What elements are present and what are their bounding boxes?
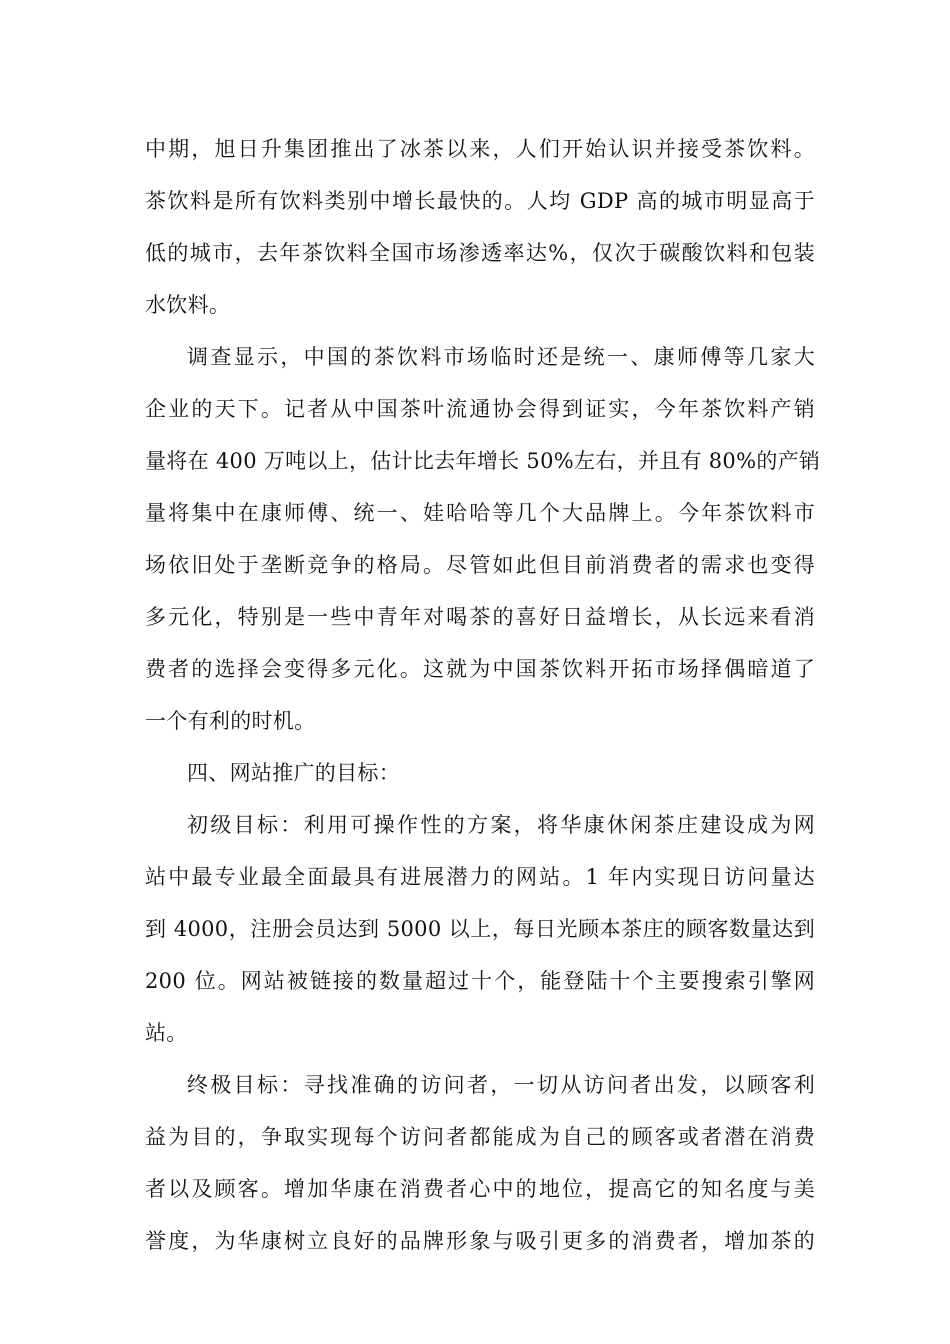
text-line-20: 益为目的，争取实现每个访问者都能成为自己的顾客或者潜在消费: [145, 1125, 815, 1149]
text-line-19: 终极目标：寻找准确的访问者，一切从访问者出发，以顾客利: [187, 1073, 815, 1097]
text-line-5: 调查显示，中国的茶饮料市场临时还是统一、康师傅等几家大: [187, 345, 815, 369]
text-line-15: 站中最专业最全面最具有进展潜力的网站。1 年内实现日访问量达: [145, 865, 815, 889]
text-line-1: 中期，旭日升集团推出了冰茶以来，人们开始认识并接受茶饮料。: [145, 137, 815, 161]
text-line-16: 到 4000，注册会员达到 5000 以上，每日光顾本茶庄的顾客数量达到: [145, 917, 815, 941]
text-line-12: 一个有利的时机。: [145, 709, 316, 733]
text-line-17: 200 位。网站被链接的数量超过十个，能登陆十个主要搜索引擎网: [145, 969, 815, 993]
text-line-8: 量将集中在康师傅、统一、娃哈哈等几个大品牌上。今年茶饮料市: [145, 501, 815, 525]
text-line-11: 费者的选择会变得多元化。这就为中国茶饮料开拓市场择偶暗道了: [145, 657, 815, 681]
text-line-21: 者以及顾客。增加华康在消费者心中的地位，提高它的知名度与美: [145, 1177, 815, 1201]
text-line-2: 茶饮料是所有饮料类别中增长最快的。人均 GDP 高的城市明显高于: [145, 189, 815, 213]
section-heading: 四、网站推广的目标：: [187, 761, 400, 785]
text-line-14: 初级目标：利用可操作性的方案，将华康休闲茶庄建设成为网: [187, 813, 815, 837]
text-line-6: 企业的天下。记者从中国茶叶流通协会得到证实，今年茶饮料产销: [145, 397, 815, 421]
text-line-4: 水饮料。: [145, 293, 231, 317]
text-line-7: 量将在 400 万吨以上，估计比去年增长 50%左右，并且有 80%的产销: [145, 449, 821, 473]
text-line-3: 低的城市，去年茶饮料全国市场渗透率达%，仅次于碳酸饮料和包装: [145, 241, 815, 265]
text-line-18: 站。: [145, 1021, 188, 1045]
text-line-9: 场依旧处于垄断竞争的格局。尽管如此但目前消费者的需求也变得: [145, 553, 815, 577]
text-line-22: 誉度，为华康树立良好的品牌形象与吸引更多的消费者，增加茶的: [145, 1229, 815, 1253]
text-line-10: 多元化，特别是一些中青年对喝茶的喜好日益增长，从长远来看消: [145, 605, 815, 629]
